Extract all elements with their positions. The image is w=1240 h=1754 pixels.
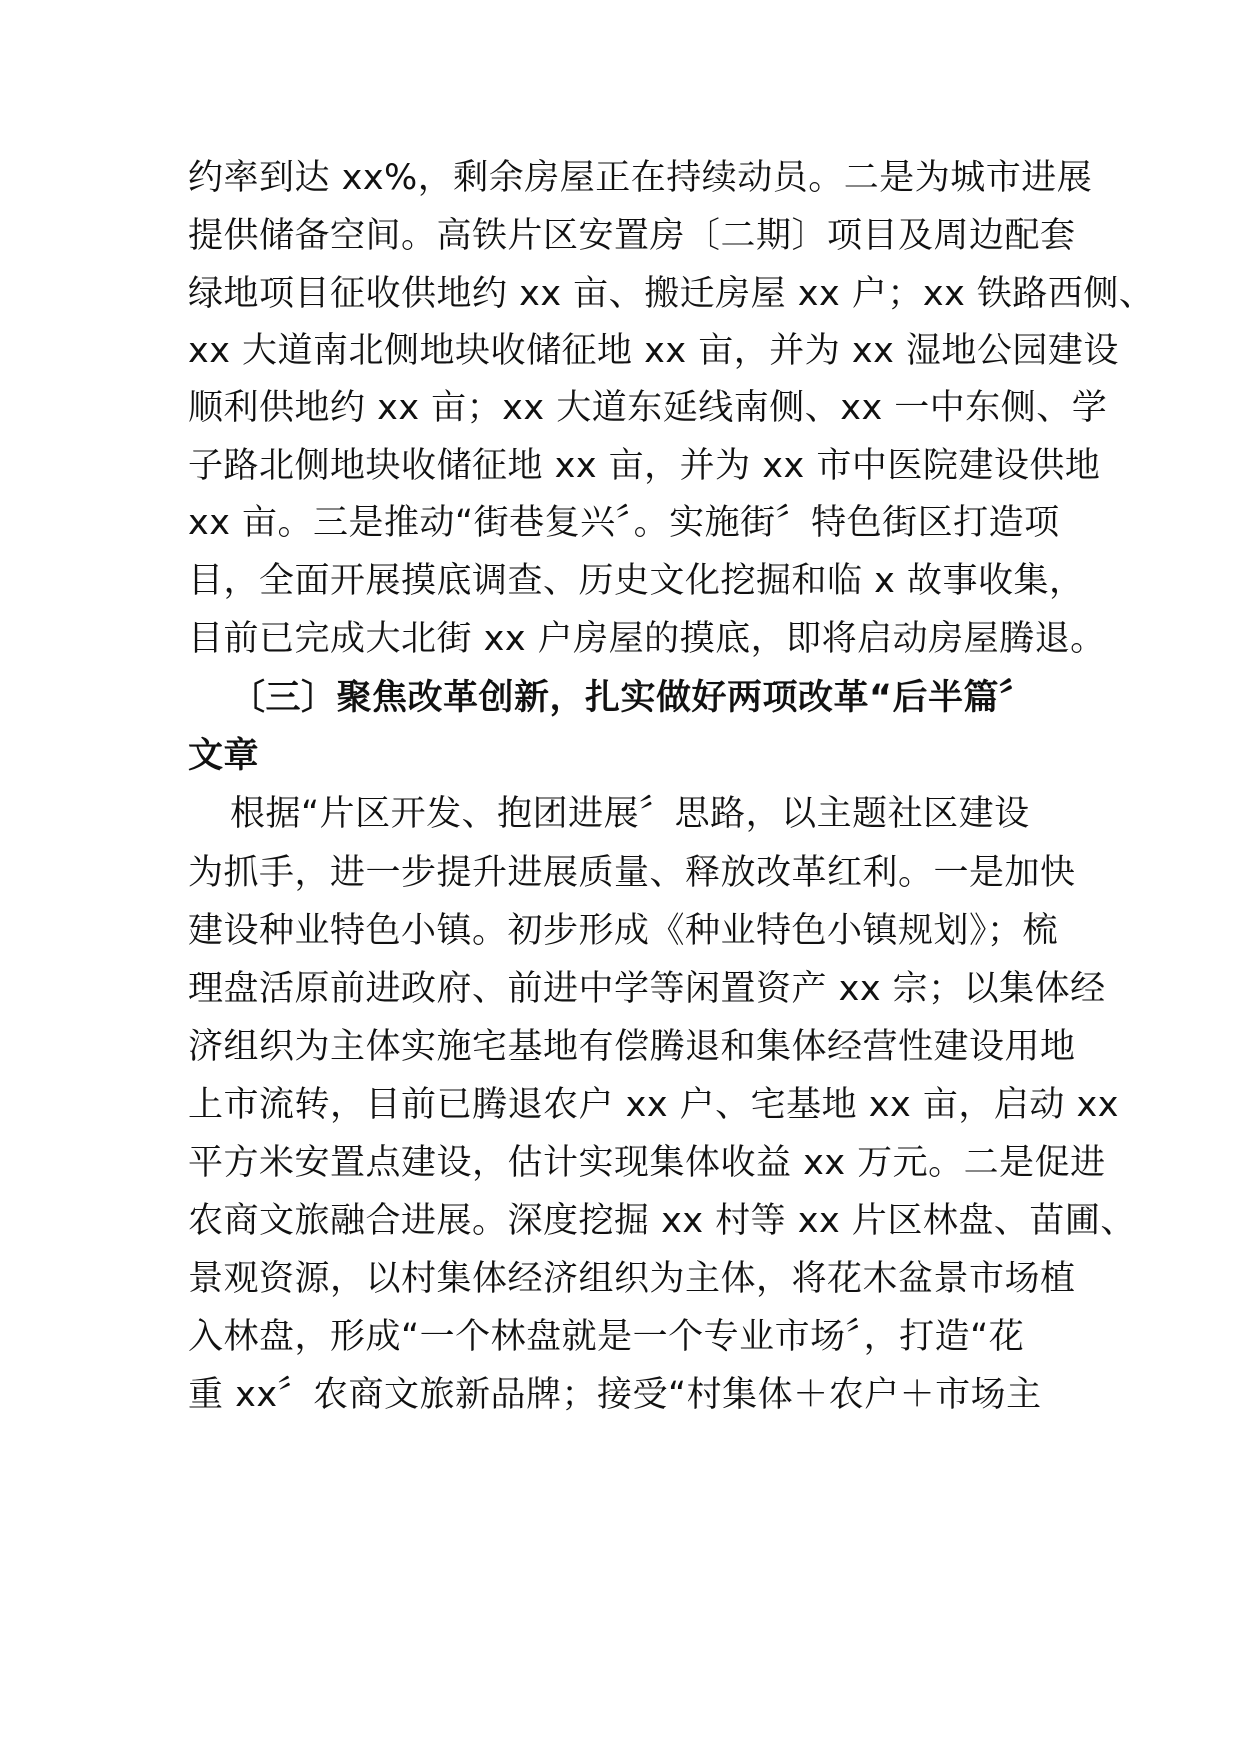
body-text-line: 顺利供地约 xx 亩；xx 大道东延线南侧、xx 一中东侧、学 [188, 388, 1108, 428]
section-heading-line: 文章 [188, 736, 260, 776]
body-text-line: 绿地项目征收供地约 xx 亩、搬迁房屋 xx 户；xx 铁路西侧、 [188, 274, 1155, 314]
body-text-line: 重 xx〞农商文旅新品牌；接受“村集体＋农户＋市场主 [188, 1375, 1042, 1415]
section-heading-line: 〔三〕聚焦改革创新，扎实做好两项改革“后半篇〞 [230, 678, 1035, 718]
body-text-line: 目，全面开展摸底调查、历史文化挖掘和临 x 故事收集， [188, 561, 1085, 601]
body-text-line: 上市流转，目前已腾退农户 xx 户、宅基地 xx 亩，启动 xx [188, 1085, 1119, 1125]
body-text-line: 建设种业特色小镇。初步形成《种业特色小镇规划》；梳 [188, 911, 1059, 951]
body-text-line: 景观资源，以村集体经济组织为主体，将花木盆景市场植 [188, 1259, 1076, 1299]
body-text-line: 理盘活原前进政府、前进中学等闲置资产 xx 宗；以集体经 [188, 969, 1106, 1009]
body-text-line: 为抓手，进一步提升进展质量、释放改革红利。一是加快 [188, 853, 1076, 893]
body-text-line: 约率到达 xx%，剩余房屋正在持续动员。二是为城市进展 [188, 158, 1093, 198]
body-text-line: 农商文旅融合进展。深度挖掘 xx 村等 xx 片区林盘、苗圃、 [188, 1201, 1136, 1241]
body-text-line: xx 大道南北侧地块收储征地 xx 亩，并为 xx 湿地公园建设 [188, 331, 1119, 371]
body-text-line: 济组织为主体实施宅基地有偿腾退和集体经营性建设用地 [188, 1027, 1076, 1067]
paragraph-first-line: 根据“片区开发、抱团进展〞思路，以主题社区建设 [230, 794, 1030, 834]
body-text-line: 平方米安置点建设，估计实现集体收益 xx 万元。二是促进 [188, 1143, 1106, 1183]
body-text-line: 子路北侧地块收储征地 xx 亩，并为 xx 市中医院建设供地 [188, 446, 1101, 486]
body-text-line: 提供储备空间。高铁片区安置房〔二期〕项目及周边配套 [188, 216, 1076, 256]
body-text-line: 目前已完成大北街 xx 户房屋的摸底，即将启动房屋腾退。 [188, 619, 1106, 659]
body-text-line: xx 亩。三是推动“街巷复兴〞。实施街〞特色街区打造项 [188, 503, 1060, 543]
body-text-line: 入林盘，形成“一个林盘就是一个专业市场〞，打造“花 [188, 1317, 1025, 1357]
